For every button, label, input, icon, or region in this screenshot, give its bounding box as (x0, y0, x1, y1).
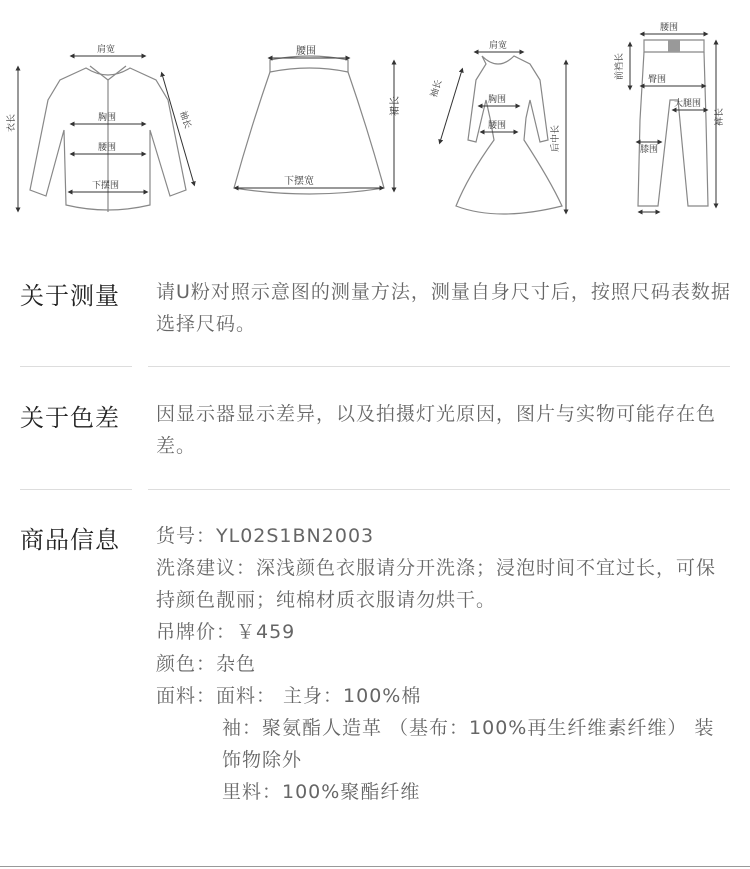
measure-text: 请U粉对照示意图的测量方法，测量自身尺寸后，按照尺码表数据选择尺码。 (156, 281, 731, 335)
item-number: 货号：YL02S1BN2003 (156, 525, 375, 547)
skirt-figure (234, 56, 384, 194)
size-diagram (0, 0, 750, 230)
color-section (20, 398, 730, 458)
pants-knee-label: 膝围 (640, 145, 659, 155)
dress-waist-label: 腰围 (488, 121, 507, 131)
bottom-divider (0, 866, 750, 867)
info-heading: 商品信息 (20, 526, 120, 554)
divider-long (148, 489, 730, 490)
skirt-length-label: 裙长 (390, 96, 401, 116)
divider-short (20, 366, 132, 367)
color-heading: 关于色差 (20, 404, 120, 432)
skirt-hem-label: 下摆宽 (284, 176, 314, 187)
measure-heading: 关于测量 (20, 282, 120, 310)
divider-long (148, 366, 730, 367)
fabric-sleeve: 袖：聚氨酯人造革 （基布：100%再生纤维素纤维） 装饰物除外 (222, 717, 715, 771)
fabric-lining: 里料：100%聚酯纤维 (222, 781, 421, 803)
dress-sleeve-label: 袖长 (429, 78, 445, 99)
shirt-sleeve-label: 袖长 (177, 109, 193, 131)
measure-section (20, 276, 730, 336)
pants-rise-label: 前裆长 (615, 52, 625, 80)
pants-waist-label: 腰围 (660, 23, 679, 33)
info-body (156, 520, 732, 808)
shirt-length-label: 衣长 (7, 113, 17, 132)
dress-shoulder-label: 肩宽 (489, 41, 508, 51)
pants-hip-label: 臀围 (648, 75, 667, 85)
pants-length-label: 裤长 (715, 107, 725, 126)
pants-thigh-label: 大腿围 (674, 99, 702, 109)
pants-figure (638, 40, 708, 206)
color-text: 因显示器显示差异，以及拍摄灯光原因，图片与实物可能存在色差。 (156, 403, 717, 457)
divider-short (20, 489, 132, 490)
tag-price: 吊牌价：￥459 (156, 621, 296, 643)
info-section (20, 520, 730, 820)
wash-advice: 洗涤建议：深浅颜色衣服请分开洗涤；浸泡时间不宜过长，可保持颜色靓丽；纯棉材质衣服请勿烘干。 (156, 557, 717, 611)
skirt-waist-label: 腰围 (296, 46, 316, 57)
fabric-main: 面料：面料： 主身：100%棉 (156, 685, 422, 707)
dress-length-label: 后中长 (551, 124, 561, 152)
dress-chest-label: 胸围 (488, 95, 507, 105)
skirt-measure-lines (236, 58, 394, 190)
shirt-chest-label: 胸围 (98, 113, 117, 123)
shirt-waist-label: 腰围 (98, 143, 117, 153)
shirt-hem-label: 下摆围 (92, 181, 120, 191)
shirt-shoulder-label: 肩宽 (97, 45, 116, 55)
item-color: 颜色：杂色 (156, 653, 257, 675)
dress-figure (456, 56, 562, 214)
